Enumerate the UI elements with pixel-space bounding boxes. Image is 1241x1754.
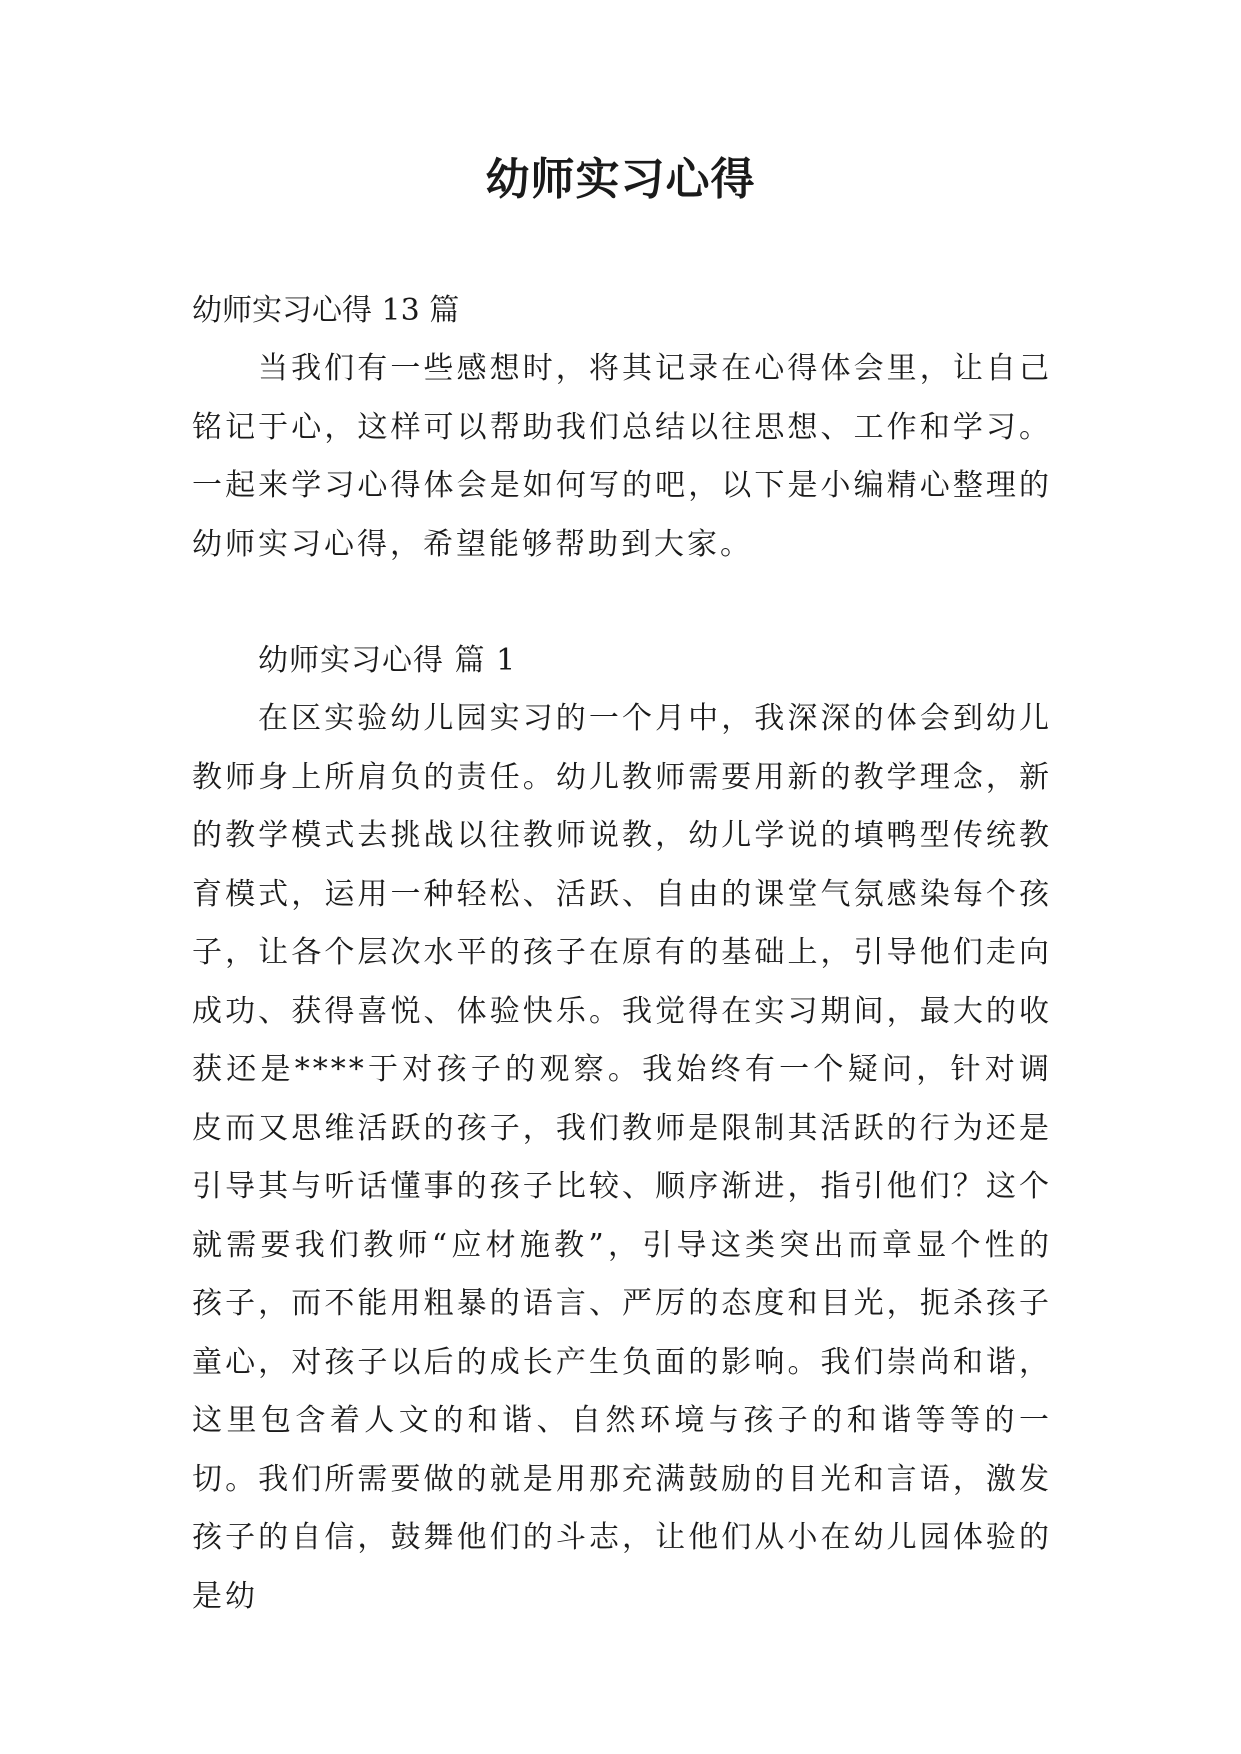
section-body-paragraph: 在区实验幼儿园实习的一个月中，我深深的体会到幼儿教师身上所肩负的责任。幼儿教师需要用新的教学理念，新的教学模式去挑战以往教师说教，幼儿学说的填鸭型传统教育模式，运用一种轻松、活跃、自由的课堂气氛感染每个孩子，让各个层次水平的孩子在原有的基础上，引导他们走向成功、获得喜悦、体验快乐。我觉得在实习期间，最大的收获还是****于对孩子的观察。我始终有一个疑问，针对调皮而又思维活跃的孩子，我们教师是限制其活跃的行为还是引导其与听话懂事的孩子比较、顺序渐进，指引他们？这个就需要我们教师“应材施教”，引导这类突出而章显个性的孩子，而不能用粗暴的语言、严厉的态度和目光，扼杀孩子童心，对孩子以后的成长产生负面的影响。我们崇尚和谐，这里包含着人文的和谐、自然环境与孩子的和谐等等的一切。我们所需要做的就是用那充满鼓励的目光和言语，激发孩子的自信，鼓舞他们的斗志，让他们从小在幼儿园体验的是幼 (192, 701, 1052, 1614)
document-title: 幼师实习心得 (485, 154, 756, 205)
intro-paragraph: 当我们有一些感想时，将其记录在心得体会里，让自己铭记于心，这样可以帮助我们总结以往思想、工作和学习。一起来学习心得体会是如何写的吧，以下是小编精心整理的幼师实习心得，希望能够帮助到大家。 (192, 351, 1052, 562)
document-body (192, 282, 1052, 1626)
section-heading: 幼师实习心得 篇 1 (258, 643, 517, 678)
document-subtitle: 幼师实习心得 13 篇 (192, 293, 460, 328)
